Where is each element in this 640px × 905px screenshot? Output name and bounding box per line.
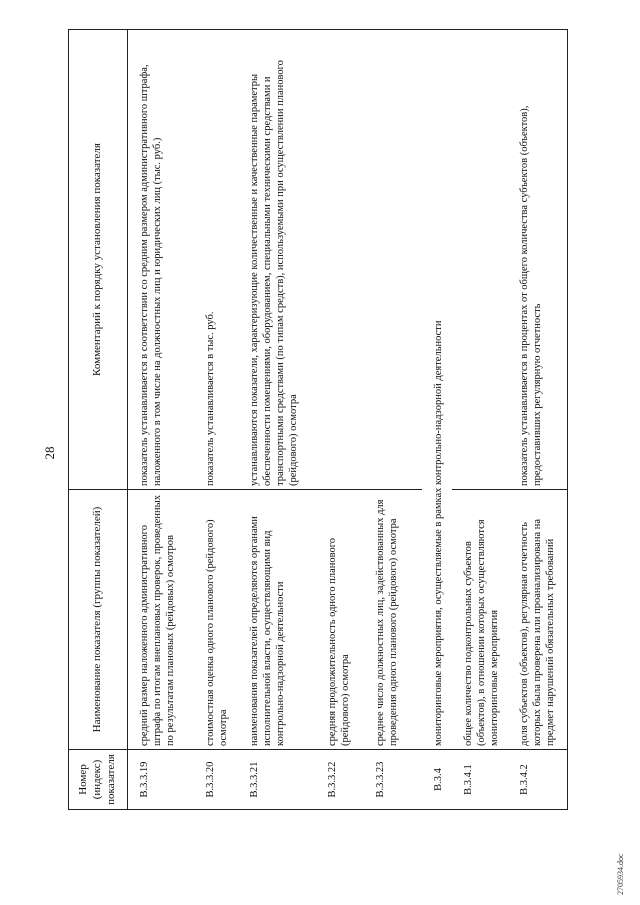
row-comment: устанавливаются показатели, характеризующие количественные и качественные параметры обеспеченности помещениями, оборудованием, специальными техническими средствами и транспортными средствами (по типам средств), используемыми при осуществлении планового (рейдового) осмотра (238, 30, 316, 490)
row-section-title: мониторинговые мероприятия, осуществляемые в рамках контрольно-надзорной деятельности (422, 30, 452, 750)
table-row-section (422, 30, 452, 810)
row-number: В.3.4 (422, 750, 452, 810)
table-row (316, 30, 364, 810)
row-number: В.3.3.19 (128, 750, 194, 810)
row-number: В.3.4.2 (508, 750, 568, 810)
row-comment (316, 30, 364, 490)
row-name: наименования показателей определяются органами исполнительной власти, осуществляющими вид контрольно-надзорной деятельности (238, 490, 316, 750)
table-row (238, 30, 316, 810)
row-comment (452, 30, 508, 490)
header-comment: Комментарий к порядку установления показателя (69, 30, 128, 490)
document-footer: 2705934.doc (616, 853, 625, 895)
table-row (508, 30, 568, 810)
row-comment: показатель устанавливается в соответствии со средним размером административного штрафа, наложенного в том числе на должностных лиц и юридических лиц (тыс. руб.) (128, 30, 194, 490)
row-name: общее количество подконтрольных субъектов (объектов), в отношении которых осуществляются мониторинговые мероприятия (452, 490, 508, 750)
page-number: 28 (42, 446, 57, 460)
header-name: Наименование показателя (группы показателей) (69, 490, 128, 750)
row-comment: показатель устанавливается в тыс. руб. (194, 30, 238, 490)
table-header-row (69, 30, 128, 810)
row-name: доля субъектов (объектов), регулярная отчетность которых была проверена или проанализирована на предмет нарушений обязательных требований (508, 490, 568, 750)
row-number: В.3.3.21 (238, 750, 316, 810)
row-name: средняя продолжительность одного планового (рейдового) осмотра (316, 490, 364, 750)
row-name: стоимостная оценка одного планового (рейдового) осмотра (194, 490, 238, 750)
row-number: В.3.3.20 (194, 750, 238, 810)
table-row (364, 30, 422, 810)
row-name: среднее число должностных лиц, задействованных для проведения одного планового (рейдового) осмотра (364, 490, 422, 750)
row-number: В.3.3.22 (316, 750, 364, 810)
header-number: Номер (индекс) показателя (69, 750, 128, 810)
row-comment: показатель устанавливается в процентах от общего количества субъектов (объектов), предоставивших регулярную отчетность (508, 30, 568, 490)
row-name: средний размер наложенного административного штрафа по итогам внеплановых проверок, проведенных по результатам плановых (рейдовых) осмотров (128, 490, 194, 750)
indicators-table (68, 29, 568, 810)
row-number: В.3.4.1 (452, 750, 508, 810)
row-comment (364, 30, 422, 490)
table-row (194, 30, 238, 810)
row-number: В.3.3.23 (364, 750, 422, 810)
table-row (452, 30, 508, 810)
table-row (128, 30, 194, 810)
